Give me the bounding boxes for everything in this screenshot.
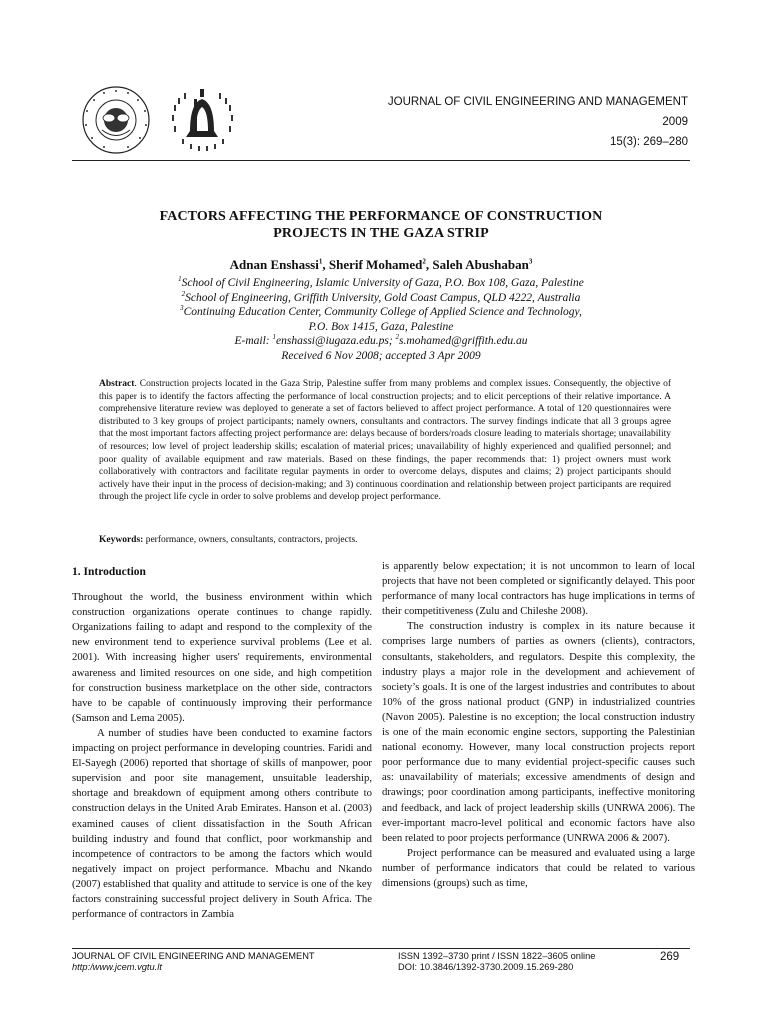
affiliation: $^3$Continuing Education Center, Community College of Applied Science and Technology, (180, 304, 582, 318)
footer-divider (72, 948, 690, 949)
affiliation: $^2$School of Engineering, Griffith University, Gold Coast Campus, QLD 4222, Australia (181, 289, 581, 304)
email-line: E-mail: $^1$enshassi@iugaza.edu.ps; $^2$s.mohamed@griffith.edu.au (234, 333, 528, 347)
paragraph: Throughout the world, the business environment within which construction organizations operate continues to change rapidly. Organizations failing to adapt and respond to the complexity of the new environment tend to experience survival problems (Lee et al. 2001). With increasing higher users' requirements, environmental awareness and limited resources on one side, and high competition for construction business marketplace on the other side, contractors have to be capable of continuously improving their performance (Samson and Lema 2005). (72, 591, 372, 724)
paragraph: is apparently below expectation; it is not uncommon to learn of local projects that have not been completed or significantly delayed. This poor performance of many local contractors has huge implications in terms of their competitiveness (Zulu and Chileshe 2008). (382, 560, 695, 618)
journal-logos (72, 85, 250, 155)
author-name: Sherif Mohamed (328, 257, 423, 272)
footer-issn: ISSN 1392–3730 print / ISSN 1822–3605 online (398, 951, 596, 961)
affiliations (72, 276, 690, 363)
title-line-1: FACTORS AFFECTING THE PERFORMANCE OF CONSTRUCTION (159, 209, 603, 224)
footer-journal (72, 951, 315, 973)
abstract (99, 378, 671, 504)
keywords-text: performance, owners, consultants, contractors, projects. (143, 535, 358, 545)
abstract-text: . Construction projects located in the Gaza Strip, Palestine suffer from many problems and complex issues. Consequently, the objective of this paper is to identify the factors affecting the performance of local construction projects; and to elicit perceptions of their relative importance. A comprehensive literature review was deployed to generate a set of factors believed to affect project performance. A total of 120 questionnaires were distributed to 3 key groups of project participants; namely owners, consultants and contractors. The survey findings indicate that all 3 groups agree that the most important factors affecting project performance are: delays because of borders/roads closure leading to materials shortage; unavailability of resources; low level of project leadership skills; escalation of material prices; unavailability of highly experienced and qualified personnel; and poor quality of available equipment and raw materials. Based on these findings, the paper recommends that: 1) project owners must work collaboratively with contractors and facilitate regular payments in order to overcome delays, disputes and claims; 2) project participants should actively have their input in the process of decision-making; and 3) continuous coordination and relationship between project participants are required through the project life cycle in order to solve problems and develop project performance. (99, 379, 671, 503)
page-number: 269 (660, 951, 680, 963)
title-line-2: PROJECTS IN THE GAZA STRIP (273, 226, 489, 241)
email-link[interactable]: enshassi@iugaza.edu.ps (276, 335, 389, 347)
keywords-label: Keywords: (99, 535, 144, 545)
footer-doi[interactable]: DOI: 10.3846/1392-3730.2009.15.269-280 (398, 962, 574, 972)
journal-info (388, 92, 688, 152)
paragraph: Project performance can be measured and evaluated using a large number of performance indicators that could be related to various dimensions (groups) such as time, (382, 846, 695, 889)
journal-year: 2009 (662, 116, 688, 128)
footer-identifiers (398, 951, 595, 973)
article-title (72, 208, 690, 242)
footer-url[interactable]: http:/www.jcem.vgtu.lt (72, 962, 162, 972)
academy-bell-icon (171, 89, 233, 151)
received-dates: Received 6 Nov 2008; accepted 3 Apr 2009 (281, 349, 481, 362)
section-heading: 1. Introduction (72, 566, 146, 578)
author-name: Adnan Enshassi (229, 257, 319, 272)
author-list: Adnan Enshassi$^1$, Sherif Mohamed$^2$, Saleh Abushaban$^3$ (229, 257, 533, 272)
abstract-label: Abstract (99, 379, 135, 389)
keywords (99, 534, 671, 546)
affiliation-cont: P.O. Box 1415, Gaza, Palestine (308, 320, 454, 333)
page-header (0, 0, 768, 165)
affiliation: $^1$School of Civil Engineering, Islamic University of Gaza, P.O. Box 108, Gaza, Palestine (178, 275, 584, 289)
left-column (72, 562, 372, 922)
journal-name: JOURNAL OF CIVIL ENGINEERING AND MANAGEMENT (387, 96, 688, 108)
right-column (382, 559, 695, 891)
footer-journal-name: JOURNAL OF CIVIL ENGINEERING AND MANAGEMENT (72, 951, 315, 961)
paragraph: A number of studies have been conducted to examine factors impacting on project performance in developing countries. Faridi and El-Sayegh (2006) reported that shortage of skills of manpower, poor supervision and poor site management, unsuitable leadership, shortage and breakdown of equipment among others contribute to construction delays in the United Arab Emirates. Hanson et al. (2003) examined causes of client dissatisfaction in the South African building industry and found that conflict, poor workmanship and incompetence of contractors to be among the factors which would negatively impact on project performance. Mbachu and Nkando (2007) established that quality and attitude to service is one of the key factors constraining successful project delivery in South Africa. The performance of contractors in Zambia (72, 726, 372, 921)
author-name: Saleh Abushaban (432, 257, 529, 272)
header-divider (72, 160, 690, 161)
paragraph: The construction industry is complex in its nature because it comprises large numbers of parties as owners (clients), contractors, consultants, stakeholders, and regulators. Despite this complexity, the industry plays a major role in the development and achievement of society’s goals. It is one of the largest industries and contributes to about 10% of the gross national product (GNP) in industrialized countries (Navon 2005). Palestine is no exception; the local construction industry is one of the main economic engine sectors, supporting the Palestinian national economy. However, many local construction projects report poor performance due to many evidential project-specific causes such as: unavailability of materials; excessive amendments of design and drawings; poor coordination among participants, ineffective monitoring and feedback, and lack of project leadership skills (UNRWA 2006). The ever-important macro-level political and economic factors have also been related to poor projects performance (UNRWA 2006 & 2007). (382, 620, 695, 844)
journal-volume: 15(3): 269–280 (609, 136, 688, 148)
vgtu-seal-icon (83, 87, 149, 153)
email-link[interactable]: s.mohamed@griffith.edu.au (399, 335, 528, 347)
